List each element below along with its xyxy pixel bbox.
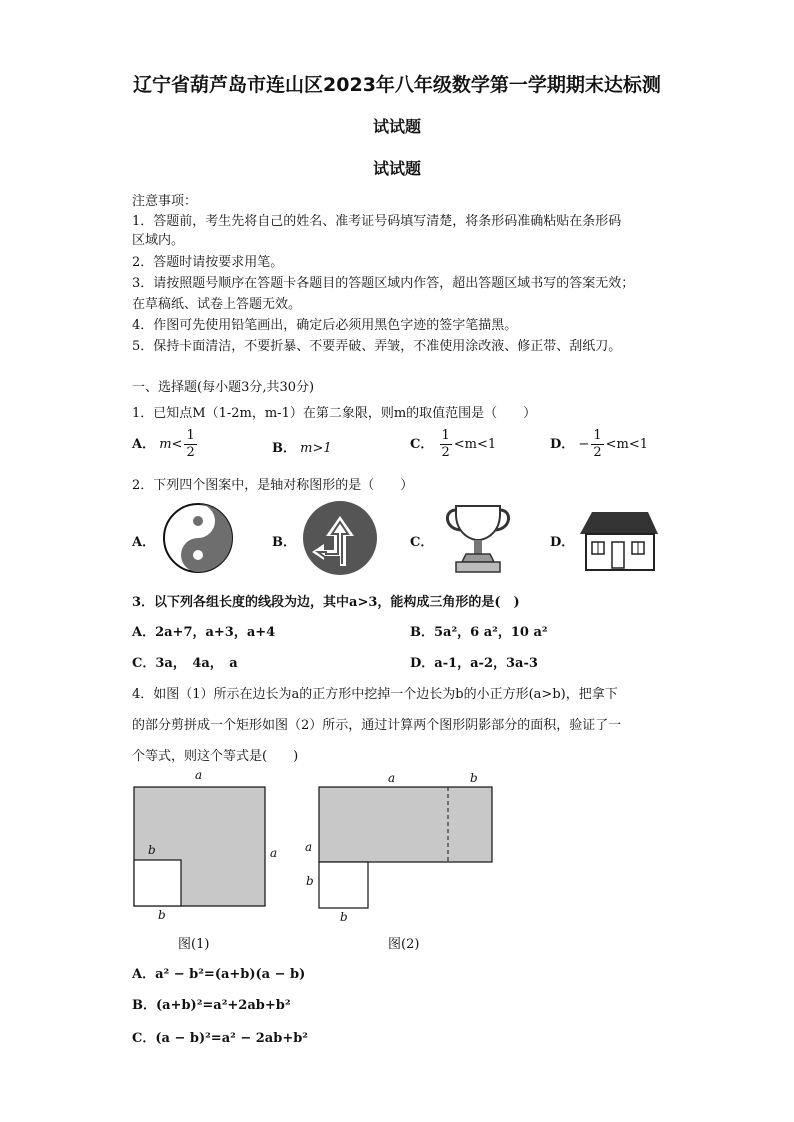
fig2-label-a-top: a [388, 771, 396, 785]
figure-1-caption: 图(1) [178, 937, 210, 952]
fig2-label-b-left: b [306, 874, 314, 888]
question-3-stem: 3．以下列各组长度的线段为边，其中a>3，能构成三角形的是( ) [132, 595, 520, 610]
yin-yang-icon [161, 502, 235, 574]
q1-option-c [410, 428, 496, 461]
option-label: B． [272, 441, 296, 456]
notice-line: 区域内。 [132, 233, 185, 248]
notice-heading: 注意事项： [132, 194, 198, 209]
notice-line: 3．请按照题号顺序在答题卡各题目的答题区域内作答，超出答题区域书写的答案无效； [132, 276, 635, 291]
figure-2-caption: 图(2) [388, 937, 420, 952]
q3-option-b: B．5a²，6 a²，10 a² [410, 625, 548, 640]
fraction [184, 428, 196, 461]
option-text: <m<1 [453, 437, 497, 452]
q4-option-b: B．(a+b)²=a²+2ab+b² [132, 998, 291, 1013]
option-label: B． [272, 535, 296, 550]
road-sign-icon [302, 500, 378, 576]
section-heading: 一、选择题(每小题3分,共30分) [132, 380, 315, 395]
notice-line: 在草稿纸、试卷上答题无效。 [132, 297, 302, 312]
option-label: D． [550, 535, 575, 550]
q1-option-a [132, 428, 199, 461]
option-label: A． [132, 535, 156, 550]
fig1-label-a-top: a [195, 768, 203, 782]
fig1-label-b-inner: b [148, 843, 156, 857]
trophy-icon [440, 500, 516, 576]
option-text: <m<1 [605, 437, 648, 452]
question-4-stem-line: 个等式，则这个等式是( ) [132, 749, 299, 764]
fraction-denominator: 2 [186, 445, 195, 460]
option-text: m>1 [300, 441, 332, 456]
page-title: 辽宁省葫芦岛市连山区2023年八年级数学第一学期期末达标测 [133, 74, 661, 96]
page-subtitle-repeat: 试试题 [372, 159, 421, 178]
page-subtitle: 试试题 [372, 117, 421, 136]
option-label: A． [132, 437, 156, 452]
fig2-label-a-left: a [305, 840, 313, 854]
fig1-label-b-bottom: b [158, 908, 166, 922]
notice-line: 2．答题时请按要求用笔。 [132, 255, 284, 270]
fraction-numerator: 1 [186, 428, 195, 443]
option-label: C． [410, 437, 434, 452]
figure-2-rectangle-diagram [318, 786, 494, 910]
question-4-stem-line: 4．如图（1）所示在边长为a的正方形中挖掉一个边长为b的小正方形(a>b)，把拿下 [132, 687, 618, 702]
fraction-numerator: 1 [593, 428, 602, 443]
option-label: C． [410, 535, 434, 550]
question-4-stem-line: 的部分剪拼成一个矩形如图（2）所示，通过计算两个图形阴影部分的面积，验证了一 [132, 718, 622, 733]
option-text: − [578, 437, 590, 452]
q1-option-d [550, 428, 648, 461]
fig1-label-a-right: a [270, 846, 278, 860]
notice-line: 4．作图可先使用铅笔画出，确定后必须用黑色字迹的签字笔描黑。 [132, 318, 518, 333]
q4-option-c: C．(a − b)²=a² − 2ab+b² [132, 1031, 308, 1046]
fraction [591, 428, 603, 461]
fig2-label-b-top: b [470, 771, 478, 785]
q3-option-d: D．a-1，a-2，3a-3 [410, 656, 538, 671]
q3-option-a: A．2a+7，a+3，a+4 [132, 625, 276, 640]
option-label: D． [550, 437, 575, 452]
q4-option-a: A．a² − b²=(a+b)(a − b) [132, 967, 306, 982]
option-text: m< [159, 437, 183, 452]
fraction [440, 428, 452, 461]
q3-option-c: C．3a， 4a， a [132, 656, 238, 671]
fraction-numerator: 1 [441, 428, 450, 443]
fig2-label-b-bottom: b [340, 910, 348, 924]
fraction-denominator: 2 [441, 445, 450, 460]
house-icon [578, 506, 660, 572]
question-2-stem: 2．下列四个图案中，是轴对称图形的是（ ） [132, 478, 414, 493]
q1-option-b [272, 437, 332, 456]
fraction-denominator: 2 [593, 445, 602, 460]
notice-line: 1．答题前，考生先将自己的姓名、准考证号码填写清楚，将条形码准确粘贴在条形码 [132, 214, 622, 229]
notice-line: 5．保持卡面清洁，不要折暴、不要弄破、弄皱，不准使用涂改液、修正带、刮纸刀。 [132, 339, 622, 354]
question-1-stem: 1．已知点M（1-2m，m-1）在第二象限，则m的取值范围是（ ） [132, 406, 537, 421]
